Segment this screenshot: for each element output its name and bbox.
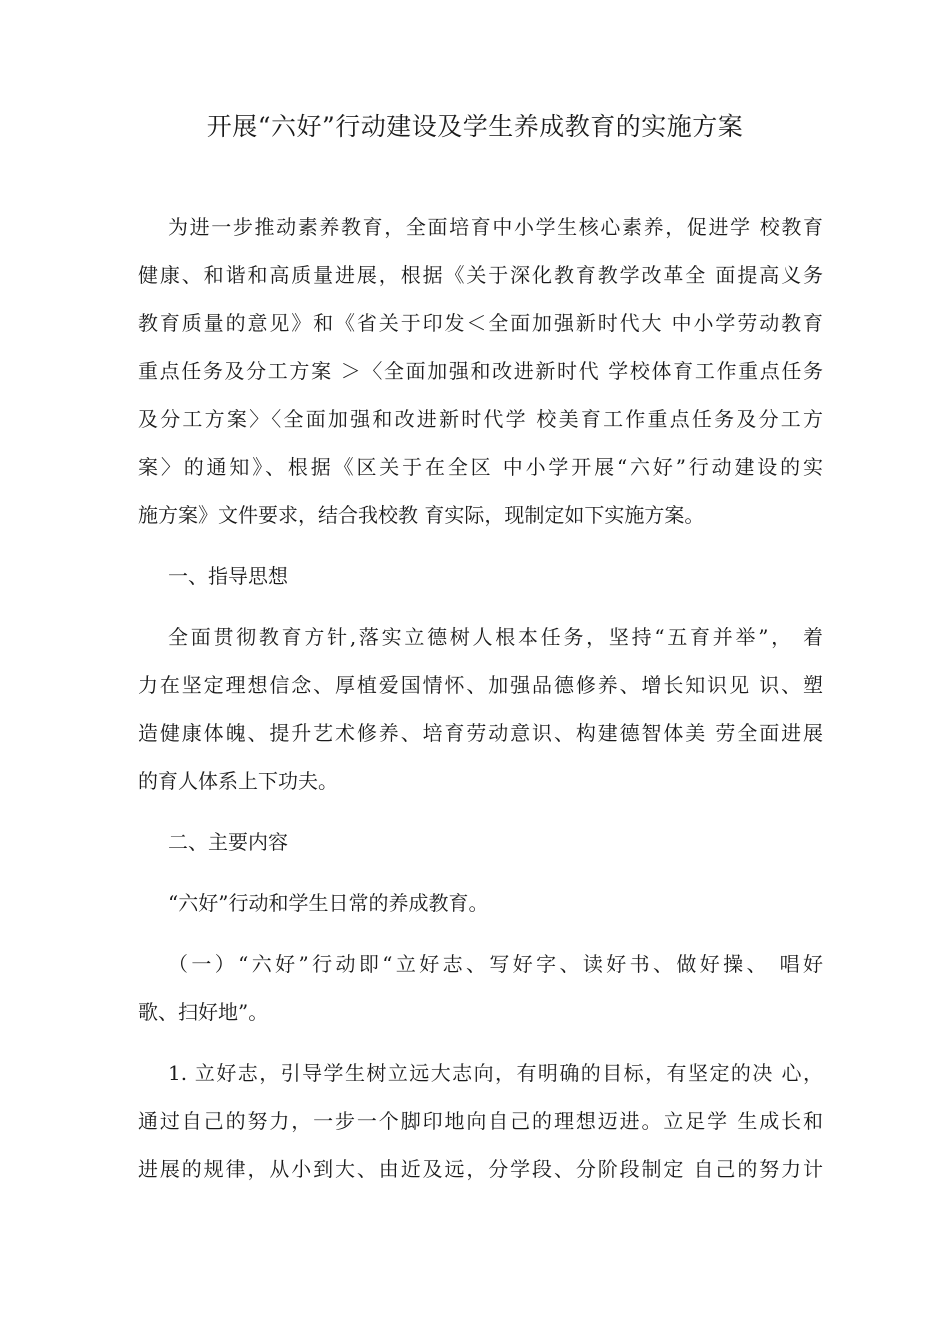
paragraph-line: 通过自己的努力，一步一个脚印地向自己的理想迈进。立足学 生成长和 (138, 1109, 823, 1133)
goal-paragraph (138, 1049, 823, 1193)
paragraph-line: 教育质量的意见》和《省关于印发＜全面加强新时代大 中小学劳动教育 (138, 311, 823, 335)
document-body (138, 203, 823, 1193)
six-good-paragraph (138, 940, 823, 1036)
paragraph-line: 案〉的通知》、根据《区关于在全区 中小学开展“六好”行动建设的实 (138, 455, 823, 479)
paragraph-line: 健康、和谐和高质量进展，根据《关于深化教育教学改革全 面提高义务 (138, 263, 823, 287)
paragraph-line: 的育人体系上下功夫。 (138, 769, 338, 793)
paragraph-line: 施方案》文件要求，结合我校教 育实际，现制定如下实施方案。 (138, 503, 705, 527)
paragraph-line: （一）“六好”行动即“立好志、写好字、读好书、做好操、 唱好 (168, 952, 823, 976)
paragraph-line: 重点任务及分工方案 ＞〈全面加强和改进新时代 学校体育工作重点任务 (138, 359, 823, 383)
section-heading: 一、指导思想 (168, 564, 288, 588)
paragraph-line: 1. 立好志，引导学生树立远大志向，有明确的目标，有坚定的决 心， (168, 1061, 823, 1085)
paragraph-line: 及分工方案〉〈全面加强和改进新时代学 校美育工作重点任务及分工方 (138, 407, 823, 431)
paragraph-line: 进展的规律，从小到大、由近及远，分学段、分阶段制定 自己的努力计 (138, 1157, 823, 1181)
paragraph-line: 为进一步推动素养教育，全面培育中小学生核心素养，促进学 校教育 (168, 215, 823, 239)
section-heading: 二、主要内容 (168, 830, 288, 854)
document-title: 开展“六好”行动建设及学生养成教育的实施方案 (206, 112, 744, 141)
intro-paragraph (138, 203, 823, 539)
paragraph-line: 造健康体魄、提升艺术修养、培育劳动意识、构建德智体美 劳全面进展 (138, 721, 823, 745)
paragraph-line: “六好”行动和学生日常的养成教育。 (168, 891, 489, 915)
paragraph-line: 歌、扫好地”。 (138, 1000, 269, 1024)
paragraph-line: 全面贯彻教育方针,落实立德树人根本任务，坚持“五育并举”， 着 (168, 625, 823, 649)
paragraph-line: 力在坚定理想信念、厚植爱国情怀、加强品德修养、增长知识见 识、塑 (138, 673, 823, 697)
guiding-paragraph (138, 613, 823, 805)
